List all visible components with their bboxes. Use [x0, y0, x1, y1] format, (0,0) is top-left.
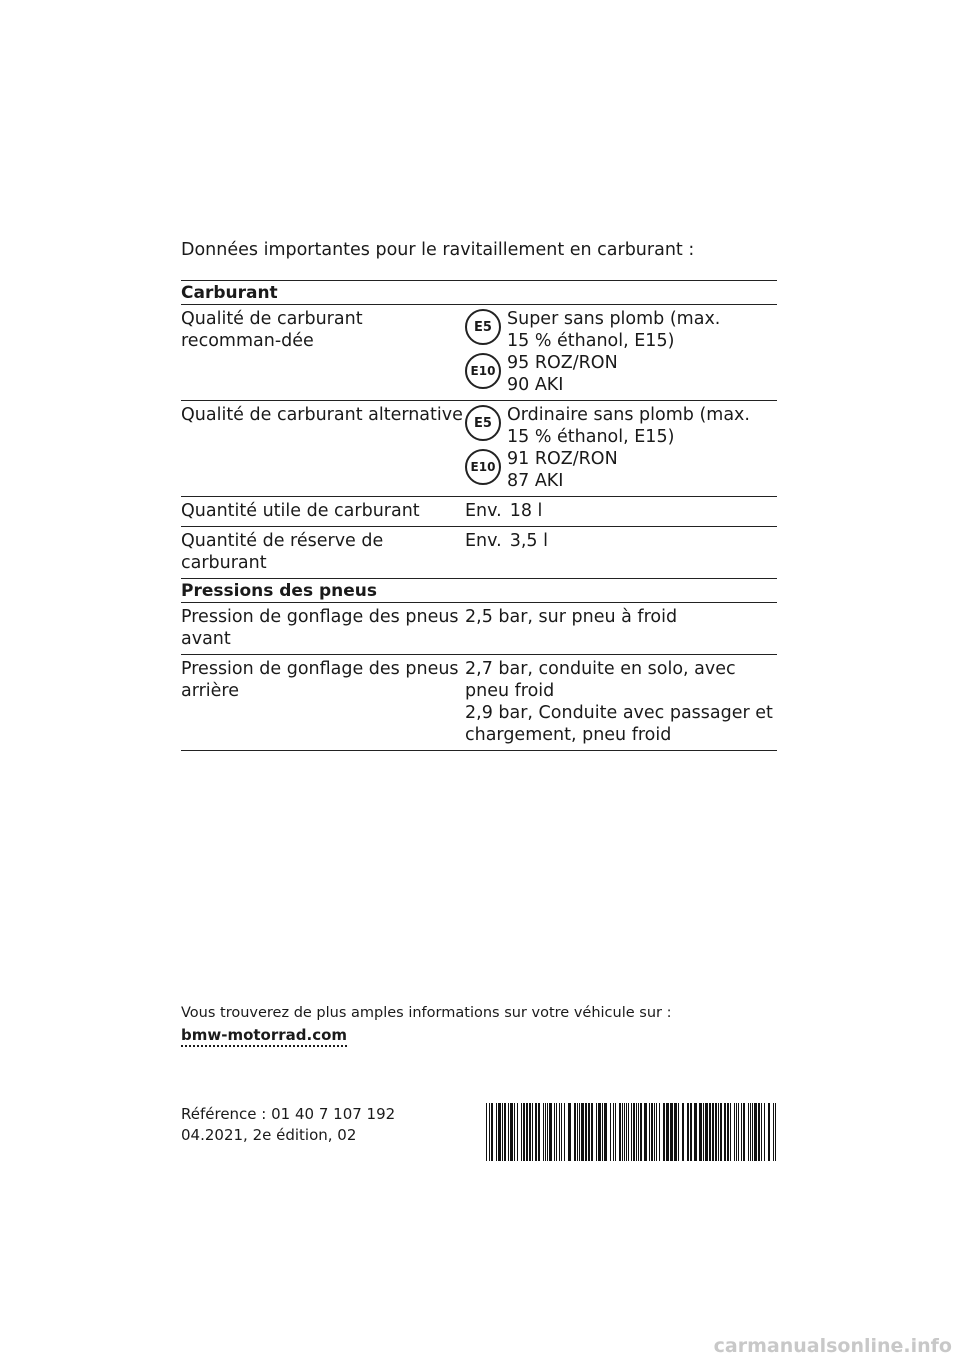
usable-fuel-value: 18 l	[509, 501, 543, 521]
alternative-fuel-row	[181, 400, 777, 496]
edition-info: 04.2021, 2e édition, 02	[181, 1126, 357, 1144]
e5-fuel-icon: E5	[465, 309, 501, 345]
bmw-motorrad-link[interactable]: bmw-motorrad.com	[181, 1026, 347, 1047]
reserve-fuel-label: Quantité de réserve de carburant	[181, 531, 384, 573]
alternative-fuel-line: 91 ROZ/RON	[507, 449, 618, 469]
usable-fuel-prefix: Env.	[465, 501, 502, 521]
rear-tyre-row	[181, 654, 777, 750]
fuel-section-header: Carburant	[181, 280, 777, 304]
alternative-fuel-line: 15 % éthanol, E15)	[507, 427, 675, 447]
fuel-data-table	[181, 280, 777, 751]
rear-tyre-label: Pression de gonflage des pneus arrière	[181, 659, 459, 701]
tyre-section-header: Pressions des pneus	[181, 578, 777, 602]
reserve-fuel-row	[181, 526, 777, 578]
usable-fuel-label: Quantité utile de carburant	[181, 501, 420, 521]
reserve-fuel-prefix: Env.	[465, 531, 502, 551]
alternative-fuel-line: Ordinaire sans plomb (max.	[507, 405, 750, 425]
e10-fuel-icon: E10	[465, 449, 501, 485]
e5-fuel-icon: E5	[465, 405, 501, 441]
front-tyre-row	[181, 602, 777, 654]
recommended-fuel-line: 90 AKI	[507, 375, 564, 395]
barcode-icon	[486, 1103, 778, 1161]
watermark-text: carmanualsonline.info	[713, 1335, 952, 1357]
recommended-fuel-row	[181, 304, 777, 400]
usable-fuel-row	[181, 496, 777, 526]
recommended-fuel-line: Super sans plomb (max.	[507, 309, 721, 329]
recommended-fuel-line: 15 % éthanol, E15)	[507, 331, 675, 351]
reference-block	[181, 1104, 395, 1146]
recommended-fuel-label: Qualité de carburant recomman-dée	[181, 309, 363, 351]
e10-fuel-icon: E10	[465, 353, 501, 389]
reserve-fuel-value: 3,5 l	[509, 531, 548, 551]
rear-tyre-value-passenger: 2,9 bar, Conduite avec passager et chargement, pneu froid	[465, 703, 773, 745]
intro-text: Données importantes pour le ravitaillement en carburant :	[181, 240, 695, 260]
alternative-fuel-label: Qualité de carburant alternative	[181, 405, 463, 425]
alternative-fuel-line: 87 AKI	[507, 471, 564, 491]
rear-tyre-value-solo: 2,7 bar, conduite en solo, avec pneu froid	[465, 659, 736, 701]
recommended-fuel-value	[465, 305, 777, 400]
recommended-fuel-line: 95 ROZ/RON	[507, 353, 618, 373]
front-tyre-value: 2,5 bar, sur pneu à froid	[465, 607, 678, 627]
reference-number: Référence : 01 40 7 107 192	[181, 1105, 396, 1123]
front-tyre-label: Pression de gonflage des pneus avant	[181, 607, 459, 649]
alternative-fuel-value	[465, 401, 777, 496]
more-info-text: Vous trouverez de plus amples informations sur votre véhicule sur :	[181, 1005, 672, 1021]
